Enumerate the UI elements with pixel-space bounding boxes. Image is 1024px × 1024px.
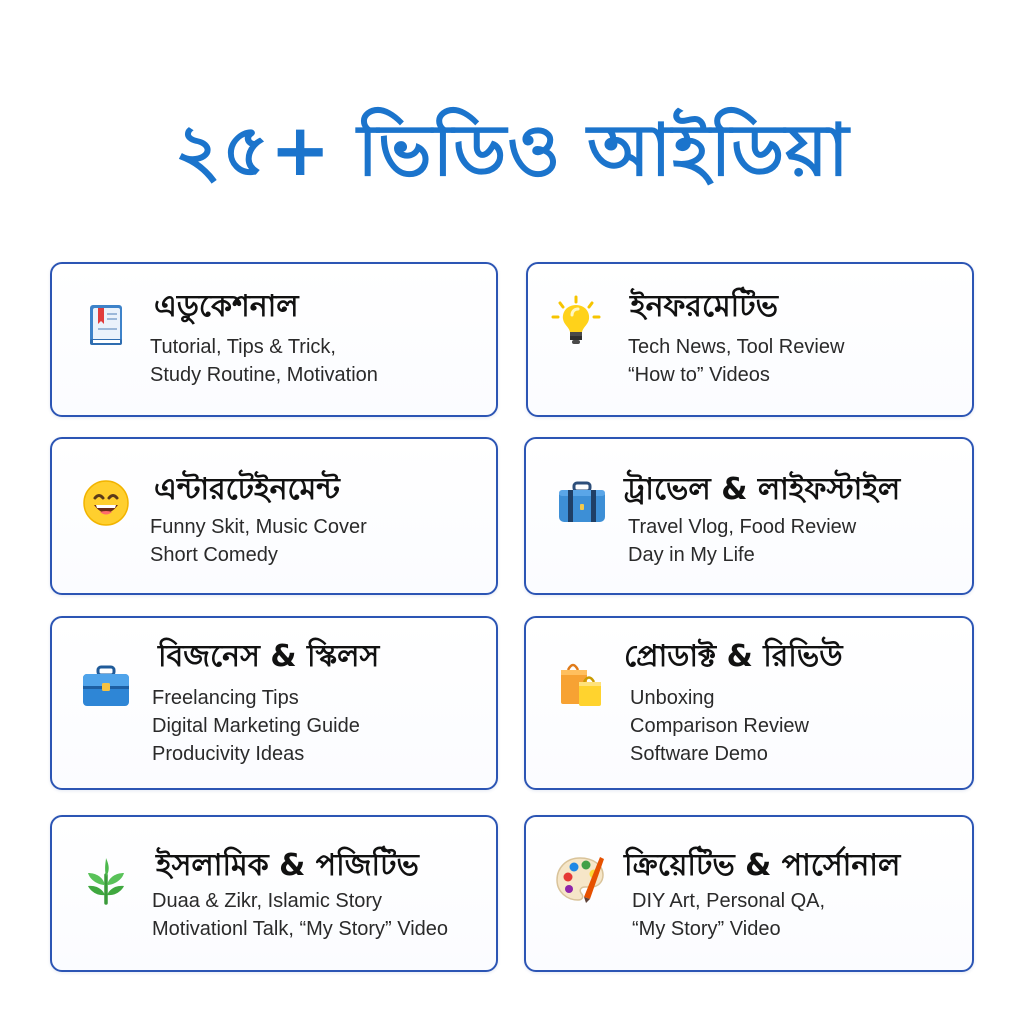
card-line: Unboxing bbox=[630, 687, 715, 709]
card-travel-lifestyle bbox=[524, 437, 974, 595]
book-icon bbox=[78, 297, 134, 353]
card-line: Software Demo bbox=[630, 743, 768, 765]
card-description bbox=[150, 333, 488, 389]
card-heading: বিজনেস & স্কিলস bbox=[158, 639, 380, 674]
card-description bbox=[152, 684, 488, 768]
card-heading: এন্টারটেইনমেন্ট bbox=[154, 472, 340, 507]
card-heading: ইনফরমেটিভ bbox=[630, 289, 778, 324]
card-line: Motivationl Talk, “My Story” Video bbox=[152, 918, 449, 940]
card-business-skills bbox=[50, 616, 498, 790]
lightbulb-icon bbox=[548, 293, 604, 349]
card-line: Comparison Review bbox=[630, 715, 809, 737]
suitcase-icon bbox=[554, 475, 610, 531]
card-description bbox=[632, 887, 964, 943]
card-line: Funny Skit, Music Cover bbox=[150, 516, 367, 538]
card-product-review bbox=[524, 616, 974, 790]
card-heading: ইসলামিক & পজিটিভ bbox=[156, 848, 419, 883]
card-description bbox=[150, 513, 488, 569]
card-heading: প্রোডাক্ট & রিভিউ bbox=[624, 639, 843, 674]
card-heading: এডুকেশনাল bbox=[154, 289, 299, 324]
card-informative bbox=[526, 262, 974, 417]
card-line: Duaa & Zikr, Islamic Story bbox=[152, 890, 383, 912]
card-heading: ক্রিয়েটিভ & পার্সোনাল bbox=[624, 848, 901, 883]
card-educational bbox=[50, 262, 498, 417]
card-description bbox=[628, 513, 964, 569]
card-line: “How to” Videos bbox=[628, 364, 770, 386]
card-line: Tutorial, Tips & Trick, bbox=[150, 336, 336, 358]
card-line: Digital Marketing Guide bbox=[152, 715, 360, 737]
card-line: Freelancing Tips bbox=[152, 687, 299, 709]
paint-palette-icon bbox=[552, 851, 608, 907]
card-description bbox=[152, 887, 488, 943]
smiley-icon bbox=[78, 475, 134, 531]
card-heading: ট্রাভেল & লাইফস্টাইল bbox=[624, 472, 901, 507]
card-line: Short Comedy bbox=[150, 544, 278, 566]
card-entertainment bbox=[50, 437, 498, 595]
card-creative-personal bbox=[524, 815, 974, 972]
card-line: “My Story” Video bbox=[632, 918, 781, 940]
card-line: Tech News, Tool Review bbox=[628, 336, 845, 358]
card-description bbox=[628, 333, 964, 389]
card-line: DIY Art, Personal QA, bbox=[632, 890, 826, 912]
card-line: Study Routine, Motivation bbox=[150, 364, 378, 386]
briefcase-icon bbox=[78, 658, 134, 714]
card-description bbox=[630, 684, 964, 768]
card-line: Producivity Ideas bbox=[152, 743, 305, 765]
sprout-icon bbox=[78, 853, 134, 909]
card-line: Travel Vlog, Food Review bbox=[628, 516, 857, 538]
shopping-bags-icon bbox=[554, 656, 610, 712]
page-title: ২৫+ ভিডিও আইডিয়া bbox=[174, 108, 850, 192]
card-line: Day in My Life bbox=[628, 544, 755, 566]
card-islamic-positive bbox=[50, 815, 498, 972]
